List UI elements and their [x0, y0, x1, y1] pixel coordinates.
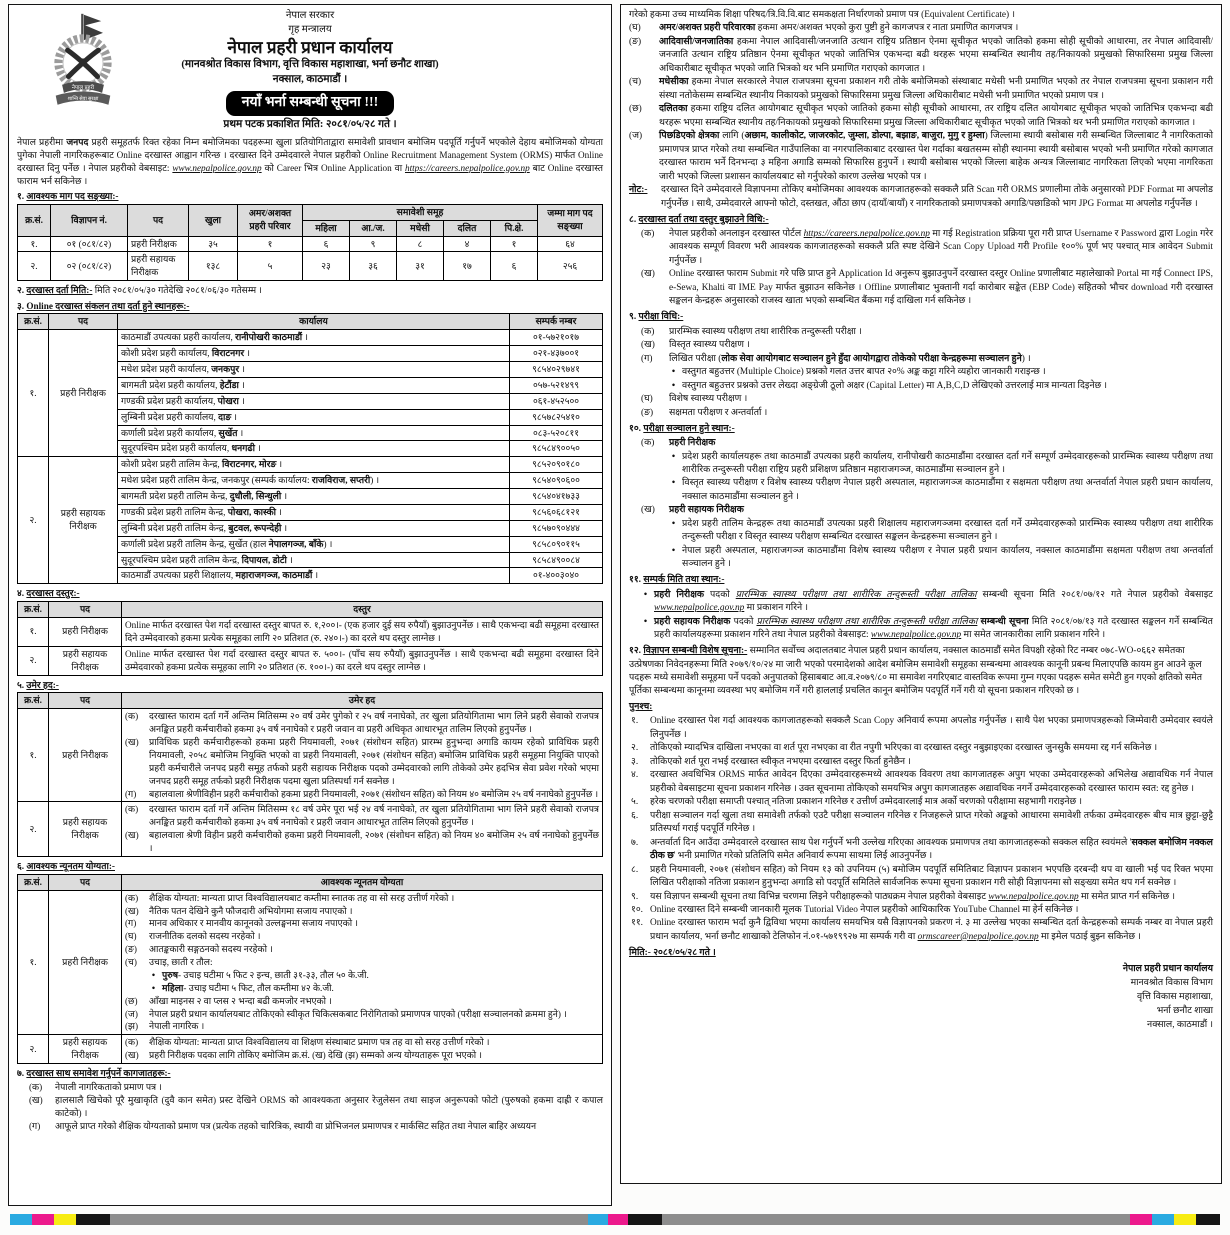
list-item: (क) शैक्षिक योग्यता: मान्यता प्राप्त विश्वविद्यालय वा शिक्षण संस्थाबाट प्रमाण पत्र तह वा सो सरह उत्तीर्ण गरेको । — [125, 1037, 490, 1048]
list-item: (घ) अमर/अशक्त प्रहरी परिवारका हकमा अमर/अशक्त भएको कुरा पुष्टी हुने कागजपत्र र नाता प्रमाणित कागजपत्र । — [629, 23, 1019, 34]
vacancy-table: क्र.सं. विज्ञापन नं. पद खुला अमर/अशक्त प्रहरी परिवार समावेशी समूह जम्मा माग पद सङ्ख्या महिला आ./ज. मधेसी दलित पि.क्षे. १. ०१ (०८१/८२) प्रहरी निरीक्षक ३५ १ ६ ९ ८ ४ १ ६४ २. ०२ (०८१/८२) प्रहरी सहायक निरीक्षक १३८ ५ २३ ३६ ३१ १७ ६ २५६ — [17, 204, 603, 281]
table-row: १. प्रहरी निरीक्षक (क) शैक्षिक योग्यता: मान्यता प्राप्त विश्वविद्यालयबाट कम्तीमा स्नातक तह वा सो सरह उत्तीर्ण गरेको । (ख) नैतिक पतन देखिने कुनै फौजदारी अभियोगमा सजाय नपाएको । (ग) मानव अधिकार र मानवीय कानूनको उल्लङ्घनमा सजाय नपाएको । (घ) राजनीतिक दलको सदस्य नरहेको । (ङ) आतङ्ककारी सङ्गठनको सदस्य नरहेको । (च) उचाइ, छाती र तौल: • पुरुष- उचाइ घटीमा ५ फिट २ इन्च, छाती ३१-३३, तौल ५० के.जी. • महिला- उचाइ घटीमा ५ फिट, तौल कम्तीमा ४२ के.जी. (छ) आँखा माइनस २ वा प्लस २ भन्दा बढी कमजोर नभएको । (ज) नेपाल प्रहरी प्रधान कार्यालयबाट तोकिएको स्वीकृत चिकित्सकबाट निरोगिताको प्रमाणपत्र पाएको (परीक्षा सञ्चालनको क्रममा हुने) । (झ) नेपाली नागरिक । — [18, 890, 603, 1035]
signature-line: नेपाल प्रहरी प्रधान कार्यालय — [1122, 963, 1213, 974]
list-item: (ख) प्राविधिक प्रहरी कर्मचारीहरूको हकमा प्रहरी नियमावली, २०७१ (संशोधन सहित) प्रारम्भ हुनुभन्दा अगाडि कायम रहेको प्राविधिक प्रहरी नियमावली, २०५८ बमोजिम नियुक्ति भएको वा प्रहरी नियमावली, २०७१ (संशोधन सहित) बमोजिम प्राविधिक प्रहरी समूहमा नियुक्ति पाएको प्रहरी कर्मचारीले जनपद प्रहरी समूह तर्फको प्रहरी सहायक निरीक्षक पदको उम्मेदवारको लागि तोकेको उमेर हदभित्र सेवा प्रवेश गरेको भएमा जनपद प्रहरी समूह तर्फको प्रहरी निरीक्षक पदमा खुला प्रतिस्पर्धा गर्न सक्नेछ । — [125, 737, 599, 786]
list-item: (ख) Online दरखास्त फाराम Submit गरे पछि प्राप्त हुने Application Id अनुरूप बुझाउनुपर्ने दरखास्त दस्तुर Online प्रणालीबाट महालेखाको Portal मा गई Connect IPS, e-Sewa, Khalti वा IME Pay मार्फत बुझाउन सकिनेछ । Offline प्रणालीबाट भुक्तानी गर्दा कारोबार सङ्केत (EBP Code) सहितको भौचर download गरी दरखास्त सङ्कलन केन्द्रहरू अनुसारको राजस्व खाता भएको सम्बन्धित बैंकमा गई दाखिला गर्न सकिनेछ । — [641, 269, 1213, 307]
list-item: (ङ) सक्षमता परीक्षण र अन्तर्वार्ता । — [641, 407, 768, 418]
note-paragraph: नोट:- दरखास्त दिने उम्मेदवारले विज्ञापनमा तोकिए बमोजिमका आवश्यक कागजातहरूको सक्कलै प्रति Scan गरी ORMS प्रणालीमा तोके अनुसारको PDF Format मा अपलोड गर्नुपर्नेछ । साथै, उम्मेदवारले आफ्नो फोटो, दस्तखत, औंठा छाप (दायाँ/बायाँ) र नागरिकताको प्रमाणपत्रको अगाडि/पछाडिको भाग JPG Format मा अपलोड गर्नुपर्नेछ । — [629, 185, 1213, 209]
table-row: लुम्बिनी प्रदेश प्रहरी कार्यालय, दाङ । ९८५७८२५४१० — [18, 409, 603, 425]
bullet-icon: • — [151, 982, 156, 993]
table-row: मधेश प्रदेश प्रहरी कार्यालय, जनकपुर । ९८५४०२९७४१ — [18, 362, 603, 378]
print-bar-black-segment — [628, 1214, 662, 1225]
section-heading: २. दरखास्त दर्ता मिति:- मिति २०८१/०५/३० गतेदेखि २०८१/०६/३० गतेसम्म । — [17, 285, 262, 296]
left-sections — [17, 190, 603, 1133]
print-bar-gray-segment — [110, 1214, 588, 1225]
intro-paragraph: नेपाल प्रहरीमा जनपद प्रहरी समूहतर्फ रिक्त रहेका निम्न बमोजिमका पदहरूमा खुला प्रतियोगिताद्वारा समावेशी प्रावधान बमोजिम पदपूर्ति गर्नुपर्ने भएकोले देहाय बमोजिमको योग्यता पुगेका नेपाली नागरिकहरूबाट Online दरखास्त आह्वान गरिन्छ । दरखास्त दिने उम्मेदवारले नेपाल प्रहरीको Online Recruitment Management System (ORMS) मार्फत Online दरखास्त दिनु पर्नेछ । नेपाल प्रहरीको वेबसाइट: www.nepalpolice.gov.np को Career भित्र Online Application वा https://careers.nepalpolice.gov.np बाट Online दरखास्त फाराम भर्न सकिनेछ । — [17, 136, 604, 186]
table-row: कर्णाली प्रदेश प्रहरी तालिम केन्द्र, सुर्खेत (हाल नेपालगञ्ज, बाँके) । ९८५८०९०११५ — [18, 536, 603, 552]
bullet-icon: • — [643, 589, 648, 600]
numbered-item: १०. Online दरखास्त दिने सम्बन्धी जानकारी मूलक Tutorial Video नेपाल प्रहरीको आधिकारिक YouTube Channel मा हेर्न सकिनेछ । — [631, 904, 1079, 915]
list-item: (ख) बहालवाला श्रेणी विहीन प्रहरी कर्मचारीको हकमा प्रहरी नियमावली, २०७१ (संशोधन सहित) को नियम ४० बमोजिम २५ वर्ष ननाघेको हुनुपर्नेछ । — [125, 830, 599, 854]
signature-line: मानवश्रोत विकास विभाग — [1130, 977, 1213, 988]
list-item: (च) उचाइ, छाती र तौल: • पुरुष- उचाइ घटीमा ५ फिट २ इन्च, छाती ३१-३३, तौल ५० के.जी. • महिला- उचाइ घटीमा ५ फिट, तौल कम्तीमा ४२ के.जी. — [125, 956, 599, 995]
table-row: १. प्रहरी निरीक्षक काठमाडौं उपत्यका प्रहरी कार्यालय, रानीपोखरी काठमाडौं । ०१-५७२१०१७ — [18, 330, 603, 346]
signature-block — [629, 963, 1213, 1033]
list-item: (ख) हालसालै खिचेको पूरै मुखाकृति (दुवै कान समेत) प्रस्ट देखिने ORMS को आवश्यकता अनुसार रेजुलेसन तथा साइज अनुरूपको फोटो (पुरुषको हकमा दाह्री र कपाल काटेको) । — [29, 1094, 603, 1118]
print-bar-gray-segment — [662, 1214, 1130, 1225]
section-heading: ३. Online दरखास्त संकलन तथा दर्ता हुने स्थानहरू:- — [17, 300, 190, 311]
section-heading: ६. आवश्यक न्यूनतम योग्यता:- — [17, 860, 115, 871]
bullet-item: • प्रदेश प्रहरी कार्यालयहरू तथा काठमाडौं उपत्यका प्रहरी कार्यालय, रानीपोखरी काठमाडौंमा दरखास्त दर्ता गर्ने सम्पूर्ण उम्मेदवारहरूको प्रारम्भिक स्वास्थ्य परीक्षण तथा शारीरिक तन्दुरूस्ती परीक्षा राष्ट्रिय प्रहरी प्रशिक्षण प्रतिष्ठान महाराजगञ्ज, काठमाडौंमा सञ्चालन हुने । — [669, 451, 1213, 478]
print-bar-magenta-segment — [1130, 1214, 1152, 1225]
list-item: (क) प्रहरी निरीक्षक • प्रदेश प्रहरी कार्यालयहरू तथा काठमाडौं उपत्यका प्रहरी कार्यालय, रानीपोखरी काठमाडौंमा दरखास्त दर्ता गर्ने सम्पूर्ण उम्मेदवारहरूको प्रारम्भिक स्वास्थ्य परीक्षण तथा शारीरिक तन्दुरूस्ती परीक्षा राष्ट्रिय प्रहरी प्रशिक्षण प्रतिष्ठान महाराजगञ्ज, काठमाडौंमा सञ्चालन हुने । • विस्तृत स्वास्थ्य परीक्षण र विशेष स्वास्थ्य परीक्षण नेपाल प्रहरी अस्पताल, महाराजगञ्ज काठमाडौंमा र सक्षमता परीक्षण तथा अन्तर्वार्ता नेपाल प्रहरी प्रधान कार्यालय, नक्साल काठमाडौंमा सञ्चालन हुने । — [641, 437, 1213, 504]
table-row: १. प्रहरी निरीक्षक (क) दरखास्त फाराम दर्ता गर्ने अन्तिम मितिसम्म २० वर्ष उमेर पुगेको र २५ वर्ष ननाघेको, तर खुला प्रतियोगितामा भाग लिने प्रहरी सेवाको राजपत्र अनङ्कित प्रहरी कर्मचारीको हकमा ३५ वर्ष ननाघेको र प्रहरी जवान वा प्रहरी अधिकृत आधारभूत तालिम लिएको हुनुपर्नेछ । (ख) प्राविधिक प्रहरी कर्मचारीहरूको हकमा प्रहरी नियमावली, २०७१ (संशोधन सहित) प्रारम्भ हुनुभन्दा अगाडि कायम रहेको प्राविधिक प्रहरी नियमावली, २०५८ बमोजिम नियुक्ति भएको वा प्रहरी नियमावली, २०७१ (संशोधन सहित) बमोजिम प्राविधिक प्रहरी समूहमा नियुक्ति पाएको प्रहरी कर्मचारीले जनपद प्रहरी समूह तर्फको प्रहरी सहायक निरीक्षक पदको उम्मेदवारको लागि तोकेको उमेर हदभित्र सेवा प्रवेश गरेको भएमा जनपद प्रहरी समूह तर्फको प्रहरी निरीक्षक पदमा खुला प्रतिस्पर्धा गर्न सक्नेछ । (ग) बहालवाला श्रेणीविहीन प्रहरी कर्मचारीको हकमा प्रहरी नियमावली, २०७१ (संशोधन सहित) को नियम ४० बमोजिम २५ वर्ष ननाघेको हुनुपर्नेछ । — [18, 709, 603, 802]
section-heading: ९. परीक्षा विधि:- — [629, 312, 684, 323]
list-item: (घ) राजनीतिक दलको सदस्य नरहेको । — [125, 931, 261, 942]
section-heading: १०. परीक्षा सञ्चालन हुने स्थान:- — [629, 423, 735, 434]
print-bar-yellow-segment — [54, 1214, 76, 1225]
table-row: गण्डकी प्रदेश प्रहरी कार्यालय, पोखरा । ०६१-४५२५०० — [18, 393, 603, 409]
list-item: (ग) लिखित परीक्षा (लोक सेवा आयोगबाट सञ्चालन हुने हुँदा आयोगद्वारा तोकेको परीक्षा केन्द्रहरूमा सञ्चालन हुने) । • वस्तुगत बहुउत्तर (Multiple Choice) प्रश्नको गलत उत्तर बापत २०% अङ्क कट्टा गरिने व्यहोरा जानकारी गराइन्छ । • वस्तुगत बहुउत्तर प्रश्नको उत्तर लेख्दा अङ्ग्रेजी ठूलो अक्षर (Capital Letter) मा A,B,C,D लेखिएको उत्तरलाई मात्र मान्यता दिइनेछ । — [641, 353, 1213, 393]
bullet-item: • प्रहरी निरीक्षक पदको प्रारम्भिक स्वास्थ्य परीक्षण तथा शारीरिक तन्दुरूस्ती परीक्षा तालिका सम्बन्धी सूचना मिति २०८१/०७/१२ गते नेपाल प्रहरीको वेबसाइट www.nepalpolice.gov.np मा प्रकाशन गरिने । — [641, 589, 1213, 616]
table-row: २. प्रहरी सहायक निरीक्षक (क) शैक्षिक योग्यता: मान्यता प्राप्त विश्वविद्यालय वा शिक्षण संस्थाबाट प्रमाण पत्र तह वा सो सरह उत्तीर्ण गरेको । (ख) प्रहरी निरीक्षक पदका लागि तोकिए बमोजिम क्र.सं. (ख) देखि (झ) सम्मको अन्य योग्यताहरू पूरा भएको । — [18, 1035, 603, 1064]
published-date-line: प्रथम पटक प्रकाशित मिति: २०८१/०५/२८ गते । — [223, 119, 397, 131]
ministry-line: गृह मन्त्रालय — [288, 24, 332, 35]
list-item: (ङ) आदिवासी/जनजातिका हकमा नेपाल आदिवासी/जनजाति उत्थान राष्ट्रिय प्रतिष्ठान ऐनमा सूचीकृत भएको जातिको हकमा सोही सूचीको आधारमा, तर नेपाल आदिवासी/जनजाति उत्थान राष्ट्रिय प्रतिष्ठान ऐनमा सूचीकृत भएको जातिभित्र एकभन्दा बढी थरहरू भएमा सम्बन्धित स्थानीय तह/निकायको प्रमुखको सिफारिसमा प्रमुख जिल्ला अधिकारीबाट सूचीकृत भएको जाति भित्रको थर भनि प्रमाणित गराएको कागजात । — [629, 36, 1213, 74]
list-item: (छ) आँखा माइनस २ वा प्लस २ भन्दा बढी कमजोर नभएको । — [125, 995, 332, 1006]
table-row: बागमती प्रदेश प्रहरी कार्यालय, हेटौंडा । ०५७-५२१४९९ — [18, 377, 603, 393]
list-item: (ङ) आतङ्ककारी सङ्गठनको सदस्य नरहेको । — [125, 944, 273, 955]
right-sections — [629, 9, 1213, 1033]
address-line: नक्साल, काठमाडौं । — [272, 73, 348, 85]
table-row: १. प्रहरी निरीक्षक Online मार्फत दरखास्त पेश गर्दा दरखास्त दस्तुर बापत रु. १,२००।- (एक हजार दुई सय रुपैयाँ) बुझाउनुपर्नेछ । साथै एकभन्दा बढी समूहमा दरखास्त दिने उम्मेदवारको हकमा प्रत्येक समूहका लागि २० प्रतिशत (रु. २४०।-) का दरले थप दस्तुर लाग्नेछ । — [18, 618, 603, 647]
fees-table: क्र.सं. पद दस्तुर १. प्रहरी निरीक्षक Online मार्फत दरखास्त पेश गर्दा दरखास्त दस्तुर बापत रु. १,२००।- (एक हजार दुई सय रुपैयाँ) बुझाउनुपर्नेछ । साथै एकभन्दा बढी समूहमा दरखास्त दिने उम्मेदवारको हकमा प्रत्येक समूहका लागि २० प्रतिशत (रु. २४०।-) का दरले थप दस्तुर लाग्नेछ । २. प्रहरी सहायक निरीक्षक Online मार्फत दरखास्त पेश गर्दा दरखास्त दस्तुर बापत रु. ५००।- (पाँच सय रुपैयाँ) बुझाउनुपर्नेछ । साथै एकभन्दा बढी समूहमा दरखास्त दिने उम्मेदवारको हकमा प्रत्येक समूहका लागि २० प्रतिशत (रु. १००।-) का दरले थप दस्तुर लाग्नेछ । — [17, 601, 603, 675]
bullet-icon: • — [671, 380, 676, 391]
print-bar-cyan-segment — [1152, 1214, 1174, 1225]
bullet-icon: • — [151, 969, 156, 980]
bullet-item: • वस्तुगत बहुउत्तर (Multiple Choice) प्रश्नको गलत उत्तर बापत २०% अङ्क कट्टा गरिने व्यहोरा जानकारी गराइन्छ । — [669, 366, 1213, 379]
bullet-item: • पुरुष- उचाइ घटीमा ५ फिट २ इन्च, छाती ३१-३३, तौल ५० के.जी. — [149, 969, 599, 982]
list-item: (ख) प्रहरी निरीक्षक पदका लागि तोकिए बमोजिम क्र.सं. (ख) देखि (झ) सम्मको अन्य योग्यताहरू पूरा भएको । — [125, 1050, 482, 1061]
bullet-item: • नेपाल प्रहरी अस्पताल, महाराजगञ्ज काठमाडौंमा विशेष स्वास्थ्य परीक्षण र नेपाल प्रहरी प्रधान कार्यालय, नक्साल काठमाडौंमा सक्षमता परीक्षण तथा अन्तर्वार्ता सञ्चालन हुने । — [669, 545, 1213, 572]
list-item: (क) दरखास्त फाराम दर्ता गर्ने अन्तिम मितिसम्म २० वर्ष उमेर पुगेको र २५ वर्ष ननाघेको, तर खुला प्रतियोगितामा भाग लिने प्रहरी सेवाको राजपत्र अनङ्कित प्रहरी कर्मचारीको हकमा ३५ वर्ष ननाघेको र प्रहरी जवान वा प्रहरी अधिकृत आधारभूत तालिम लिएको हुनुपर्नेछ । — [125, 711, 599, 735]
numbered-item: ९. यस विज्ञापन सम्बन्धी सूचना तथा विभिन्न चरणमा लिइने परीक्षाहरूको पाठ्यक्रम नेपाल प्रहरीको वेबसाइट www.nepalpolice.gov.np मा समेत प्राप्त गर्न सकिनेछ । — [631, 891, 1176, 902]
list-item: (ग) बहालवाला श्रेणीविहीन प्रहरी कर्मचारीको हकमा प्रहरी नियमावली, २०७१ (संशोधन सहित) को नियम ४० बमोजिम २५ वर्ष ननाघेको हुनुपर्नेछ । — [125, 788, 599, 799]
emblem-banner-2: शान्ति सेवा सुरक्षा — [67, 97, 99, 103]
print-bar-black-segment — [76, 1214, 110, 1225]
right-column — [620, 4, 1222, 1184]
table-row: गण्डकी प्रदेश प्रहरी तालिम केन्द्र, पोखरा, कास्की । ९८५६०६८१२१ — [18, 504, 603, 520]
print-bar-black-segment — [1196, 1214, 1220, 1225]
bullet-item: • वस्तुगत बहुउत्तर प्रश्नको उत्तर लेख्दा अङ्ग्रेजी ठूलो अक्षर (Capital Letter) मा A,B,C,D लेखिएको उत्तरलाई मात्र मान्यता दिइनेछ । — [669, 380, 1213, 393]
bullet-icon: • — [671, 518, 676, 529]
bullet-icon: • — [671, 545, 676, 556]
nepal-police-emblem — [33, 11, 133, 113]
signature-line: नक्साल, काठमाडौं । — [1147, 1019, 1213, 1030]
list-item: (झ) नेपाली नागरिक । — [125, 1021, 205, 1032]
continuation-paragraph: गरेको हकमा उच्च माध्यमिक शिक्षा परिषद/त्रि.वि.वि.बाट समकक्षता निर्धारणको प्रमाण पत्र (Equivalent Certificate) । — [629, 10, 1015, 20]
masthead — [17, 9, 603, 133]
bullet-icon: • — [671, 478, 676, 489]
table-row: मधेश प्रदेश प्रहरी तालिम केन्द्र, जनकपुर (सम्पर्क कार्यालय: राजविराज, सप्तरी) । ९८५४०९०६०० — [18, 473, 603, 489]
numbered-item: ११. Online दरखास्त फाराम भर्दा कुनै द्विविधा भएमा कार्यालय समयभित्र यसै विज्ञापनको प्रकरण नं. ३ मा उल्लेख भएका सम्बन्धित दर्ता केन्द्रहरूको सम्पर्क नम्बर वा नेपाल प्रहरी प्रधान कार्यालय, भर्ना छनौट शाखाको टेलिफोन नं.०१-५७१९९२७ मा सम्पर्क गरी वा ormscareer@nepalpolice.gov.np मा इमेल पठाई बुझ्न सकिनेछ । — [631, 918, 1213, 942]
table-row: २. प्रहरी सहायक निरीक्षक (क) दरखास्त फाराम दर्ता गर्ने अन्तिम मितिसम्म १८ वर्ष उमेर पूरा भई २४ वर्ष ननाघेको, तर खुला प्रतियोगितामा भाग लिने प्रहरी सेवाको राजपत्र अनङ्कित प्रहरी कर्मचारीको हकमा ३५ वर्ष ननाघेको र प्रहरी जवान आधारभूत तालिम लिएको हुनुपर्नेछ । (ख) बहालवाला श्रेणी विहीन प्रहरी कर्मचारीको हकमा प्रहरी नियमावली, २०७१ (संशोधन सहित) को नियम ४० बमोजिम २५ वर्ष ननाघेको हुनुपर्नेछ । — [18, 802, 603, 857]
table-row: २. ०२ (०८१/८२) प्रहरी सहायक निरीक्षक १३८ ५ २३ ३६ ३१ १७ ६ २५६ — [18, 252, 603, 281]
list-item: (क) प्रारम्भिक स्वास्थ्य परीक्षण तथा शारीरिक तन्दुरूस्ती परीक्षा । — [641, 326, 862, 337]
postscript-heading: पुनश्च: — [629, 701, 653, 712]
print-color-bar — [10, 1214, 1220, 1225]
table-row: काठमाडौं उपत्यका प्रहरी शिक्षालय, महाराजगञ्ज, काठमाडौं । ०१-४००३०४० — [18, 568, 603, 584]
table-row: कोशी प्रदेश प्रहरी कार्यालय, विराटनगर । ०२१-४३७००१ — [18, 346, 603, 362]
age-limit-table: क्र.सं. पद उमेर हद १. प्रहरी निरीक्षक (क) दरखास्त फाराम दर्ता गर्ने अन्तिम मितिसम्म २० वर्ष उमेर पुगेको र २५ वर्ष ननाघेको, तर खुला प्रतियोगितामा भाग लिने प्रहरी सेवाको राजपत्र अनङ्कित प्रहरी कर्मचारीको हकमा ३५ वर्ष ननाघेको र प्रहरी जवान वा प्रहरी अधिकृत आधारभूत तालिम लिएको हुनुपर्नेछ । (ख) प्राविधिक प्रहरी कर्मचारीहरूको हकमा प्रहरी नियमावली, २०७१ (संशोधन सहित) प्रारम्भ हुनुभन्दा अगाडि कायम रहेको प्राविधिक प्रहरी नियमावली, २०५८ बमोजिम नियुक्ति भएको वा प्रहरी नियमावली, २०७१ (संशोधन सहित) बमोजिम प्राविधिक प्रहरी समूहमा नियुक्ति पाएको प्रहरी कर्मचारीले जनपद प्रहरी समूह तर्फको प्रहरी सहायक निरीक्षक पदको उम्मेदवारको लागि तोकेको उमेर हदभित्र सेवा प्रवेश गरेको भएमा जनपद प्रहरी समूह तर्फको प्रहरी निरीक्षक पदमा खुला प्रतिस्पर्धा गर्न सक्नेछ । (ग) बहालवाला श्रेणीविहीन प्रहरी कर्मचारीको हकमा प्रहरी नियमावली, २०७१ (संशोधन सहित) को नियम ४० बमोजिम २५ वर्ष ननाघेको हुनुपर्नेछ । २. प्रहरी सहायक निरीक्षक (क) दरखास्त फाराम दर्ता गर्ने अन्तिम मितिसम्म १८ वर्ष उमेर पूरा भई २४ वर्ष ननाघेको, तर खुला प्रतियोगितामा भाग लिने प्रहरी सेवाको राजपत्र अनङ्कित प्रहरी कर्मचारीको हकमा ३५ वर्ष ननाघेको र प्रहरी जवान आधारभूत तालिम लिएको हुनुपर्नेछ । (ख) बहालवाला श्रेणी विहीन प्रहरी कर्मचारीको हकमा प्रहरी नियमावली, २०७१ (संशोधन सहित) को नियम ४० बमोजिम २५ वर्ष ननाघेको हुनुपर्नेछ । — [17, 692, 603, 857]
government-line: नेपाल सरकार — [285, 10, 335, 21]
signature-line: भर्ना छनौट शाखा — [1156, 1005, 1213, 1016]
bullet-item: • विस्तृत स्वास्थ्य परीक्षण र विशेष स्वास्थ्य परीक्षण नेपाल प्रहरी अस्पताल, महाराजगञ्ज काठमाडौंमा र सक्षमता परीक्षण तथा अन्तर्वार्ता नेपाल प्रहरी प्रधान कार्यालय, नक्साल काठमाडौंमा सञ्चालन हुने । — [669, 477, 1213, 504]
bullet-icon: • — [671, 367, 676, 378]
print-bar-magenta-segment — [32, 1214, 54, 1225]
list-item: (च) मधेसीका हकमा नेपाल सरकारले नेपाल राजपत्रमा सूचना प्रकाशन गरी तोके बमोजिमको संस्थाबाट मधेसी भनी प्रमाणित भएको तर नेपाल राजपत्रमा सूचना प्रकाशन गरी संस्था नतोकेसम्म सम्बन्धित स्थानीय निकायको प्रमुखको सिफारिसमा प्रमुख जिल्ला अधिकारीबाट मधेसी भनी प्रमाणित भएको प्रमाण पत्र । — [629, 77, 1213, 101]
list-item: (ज) नेपाल प्रहरी प्रधान कार्यालयबाट तोकिएको स्वीकृत चिकित्सकबाट निरोगिताको प्रमाणपत्र पाएको (परीक्षा सञ्चालनको क्रममा हुने) । — [125, 1008, 567, 1019]
list-item: (ख) प्रहरी सहायक निरीक्षक • प्रदेश प्रहरी तालिम केन्द्रहरू तथा काठमाडौं उपत्यका प्रहरी शिक्षालय महाराजगञ्जमा दरखास्त दर्ता गर्ने उम्मेदवारहरूको प्रारम्भिक स्वास्थ्य परीक्षण तथा शारीरिक तन्दुरूस्ती परीक्षा र विस्तृत स्वास्थ्य परीक्षण सम्बन्धित दरखास्त सङ्कलन केन्द्रहरूमा सञ्चालन हुने । • नेपाल प्रहरी अस्पताल, महाराजगञ्ज काठमाडौंमा विशेष स्वास्थ्य परीक्षण र नेपाल प्रहरी प्रधान कार्यालय, नक्साल काठमाडौंमा सक्षमता परीक्षण तथा अन्तर्वार्ता सञ्चालन हुने । — [641, 504, 1213, 571]
bullet-icon: • — [643, 616, 648, 627]
list-item: (क) शैक्षिक योग्यता: मान्यता प्राप्त विश्वविद्यालयबाट कम्तीमा स्नातक तह वा सो सरह उत्तीर्ण गरेको । — [125, 892, 455, 903]
section-heading: ५. उमेर हद:- — [17, 679, 59, 690]
numbered-item: ८. प्रहरी नियमावली, २०७१ (संशोधन सहित) को नियम १३ को उपनियम (५) बमोजिम पदपूर्ति समितिबाट विज्ञापन प्रकाशन भएपछि दरबन्दी थप वा खाली भई पद रिक्त भएमा लिखित परीक्षाको नतिजा प्रकाशन हुनुभन्दा अगाडि सो पदपूर्ति समितिले सार्वजनिक रूपमा सूचना प्रकाशन गरी सोही विज्ञापनमा सो सङ्ख्या समेत थप गर्न सक्नेछ । — [631, 864, 1213, 889]
list-item: (घ) विशेष स्वास्थ्य परीक्षण । — [641, 394, 748, 405]
locations-table: क्र.सं. पद कार्यालय सम्पर्क नम्बर १. प्रहरी निरीक्षक काठमाडौं उपत्यका प्रहरी कार्यालय, रानीपोखरी काठमाडौं । ०१-५७२१०१७ कोशी प्रदेश प्रहरी कार्यालय, विराटनगर । ०२१-४३७००१ मधेश प्रदेश प्रहरी कार्यालय, जनकपुर । ९८५४०२९७४१ बागमती प्रदेश प्रहरी कार्यालय, हेटौंडा । ०५७-५२१४९९ गण्डकी प्रदेश प्रहरी कार्यालय, पोखरा । ०६१-४५२५०० लुम्बिनी प्रदेश प्रहरी कार्यालय, दाङ । ९८५७८२५४१० कर्णाली प्रदेश प्रहरी कार्यालय, सुर्खेत । ०८३-५२०८११ सुदूरपश्चिम प्रदेश प्रहरी कार्यालय, धनगढी । ९८५८४९००५० २. प्रहरी सहायक निरीक्षक कोशी प्रदेश प्रहरी तालिम केन्द्र, विराटनगर, मोरङ । ९८५२०९०१८० मधेश प्रदेश प्रहरी तालिम केन्द्र, जनकपुर (सम्पर्क कार्यालय: राजविराज, सप्तरी) । ९८५४०९०६०० बागमती प्रदेश प्रहरी तालिम केन्द्र, दुधौली, सिन्धुली । ९८५४०४१७३३ गण्डकी प्रदेश प्रहरी तालिम केन्द्र, पोखरा, कास्की । ९८५६०६८१२१ लुम्बिनी प्रदेश प्रहरी तालिम केन्द्र, बुटवल, रूपन्देही । ९८५७०९०४४४ कर्णाली प्रदेश प्रहरी तालिम केन्द्र, सुर्खेत (हाल नेपालगञ्ज, बाँके) । ९८५८०९०११५ सुदूरपश्चिम प्रदेश प्रहरी तालिम केन्द्र, दिपायल, डोटी । ९८५८४९००८४ काठमाडौं उपत्यका प्रहरी शिक्षालय, महाराजगञ्ज, काठमाडौं । ०१-४००३०४० — [17, 313, 603, 584]
list-item: (ग) आफूले प्राप्त गरेको शैक्षिक योग्यताको प्रमाण पत्र (प्रत्येक तहको चारित्रिक, स्थायी वा प्रोभिजनल प्रमाणपत्र र मार्कसिट सहित तथा नेपाल बाहिर अध्ययन — [29, 1120, 537, 1131]
list-item: (क) नेपाली नागरिकताको प्रमाण पत्र । — [29, 1081, 162, 1092]
table-row: बागमती प्रदेश प्रहरी तालिम केन्द्र, दुधौली, सिन्धुली । ९८५४०४१७३३ — [18, 489, 603, 505]
section-heading: ४. दरखास्त दस्तुर:- — [17, 588, 80, 599]
print-bar-magenta-segment — [608, 1214, 628, 1225]
list-item: (क) दरखास्त फाराम दर्ता गर्ने अन्तिम मितिसम्म १८ वर्ष उमेर पूरा भई २४ वर्ष ननाघेको, तर खुला प्रतियोगितामा भाग लिने प्रहरी सेवाको राजपत्र अनङ्कित प्रहरी कर्मचारीको हकमा ३५ वर्ष ननाघेको र प्रहरी जवान आधारभूत तालिम लिएको हुनुपर्नेछ । — [125, 804, 599, 828]
left-column — [8, 4, 612, 1206]
bullet-item: • महिला- उचाइ घटीमा ५ फिट, तौल कम्तीमा ४२ के.जी. — [149, 982, 599, 995]
table-row: सुदूरपश्चिम प्रदेश प्रहरी तालिम केन्द्र, दिपायल, डोटी । ९८५८४९००८४ — [18, 552, 603, 568]
notice-badge: नयाँ भर्ना सम्बन्धी सूचना !!! — [226, 91, 395, 117]
table-row: २. प्रहरी सहायक निरीक्षक कोशी प्रदेश प्रहरी तालिम केन्द्र, विराटनगर, मोरङ । ९८५२०९०१८० — [18, 457, 603, 473]
notice-date: मिति:- २०८१/०५/२८ गते । — [629, 948, 716, 959]
list-item: (ग) मानव अधिकार र मानवीय कानूनको उल्लङ्घनमा सजाय नपाएको । — [125, 918, 358, 929]
department-line: (मानवश्रोत विकास विभाग, वृत्ति विकास महाशाखा, भर्ना छनौट शाखा) — [181, 59, 439, 71]
numbered-item: २. तोकिएको म्यादभित्र दाखिला नभएका वा शर्त पूरा नभएका वा रीत नपुगी भरिएका वा दरखास्त दस्तुर नबुझाइएका दरखास्त जुनसुकै समयमा रद्द गर्न सकिनेछ । — [631, 743, 1158, 754]
list-item: (छ) दलितका हकमा राष्ट्रिय दलित आयोगबाट सूचीकृत भएको जातिको हकमा सोही सूचीको आधारमा, तर राष्ट्रिय दलित आयोगबाट सूचीकृत भएको जातिभित्र एकभन्दा बढी थरहरू भएमा सम्बन्धित स्थानीय तह/निकायको प्रमुखको सिफारिसमा प्रमुख जिल्ला अधिकारीबाट सूचीकृत भएको जाति भित्रको थर भनी प्रमाणित गराएको कागजात । — [629, 104, 1213, 128]
section-heading: ७. दरखास्त साथ समावेश गर्नुपर्ने कागजातहरू:- — [17, 1068, 171, 1079]
table-row: सुदूरपश्चिम प्रदेश प्रहरी कार्यालय, धनगढी । ९८५८४९००५० — [18, 441, 603, 457]
numbered-item: ३. तोकिएको शर्त पूरा नभई दरखास्त स्वीकृत नभएमा दरखास्त दस्तुर फिर्ता हुनेछैन । — [631, 756, 911, 767]
numbered-item: ५. हरेक चरणको परीक्षा समाप्ती पश्चात् नतिजा प्रकाशन गरिनेछ र उत्तीर्ण उम्मेदवारलाई मात्र अर्को चरणको परीक्षामा सहभागी गराइनेछ । — [631, 797, 1082, 808]
section-heading: ११. सम्पर्क मिति तथा स्थान:- — [629, 575, 725, 586]
emblem-banner-1: नेपाल प्रहरी — [71, 84, 95, 91]
print-bar-cyan-segment — [588, 1214, 608, 1225]
table-row: लुम्बिनी प्रदेश प्रहरी तालिम केन्द्र, बुटवल, रूपन्देही । ९८५७०९०४४४ — [18, 520, 603, 536]
list-item: (ज) पिछडिएको क्षेत्रका लागि (अछाम, कालीकोट, जाजरकोट, जुम्ला, डोल्पा, बझाङ, बाजुरा, मुगु र हुम्ला) जिल्लामा स्थायी बसोबास गरी सम्बन्धित जिल्लाबाट नै नागरिकताको प्रमाणपत्र प्राप्त गरेको तथा सम्बन्धित गाउँपालिका वा नगरपालिकाबाट दरखास्त पेश गर्दाका बखतसम्म सोही स्थानमा स्थायी बसोबास भएको भनी प्रमाणित गरेको कागजात दरखास्त फाराम भर्ने दिनभन्दा ३ महिना अगाडि सम्मको सिफारिस हुनुपर्ने । स्थायी बसोबास भएको जिल्ला बाहेक अन्यत्र जिल्लाबाट नागरिकता लिएको भएमा नागरिकता जारी भएको जिल्ला प्रशासन कार्यालयबाट सो गर्नुपरेको कारण उल्लेख भएको पत्र । — [629, 131, 1213, 182]
section-heading: १. आवश्यक माग पद सङ्ख्या:- — [17, 190, 119, 201]
signature-line: वृत्ति विकास महाशाखा, — [1136, 991, 1213, 1002]
office-title: नेपाल प्रहरी प्रधान कार्यालय — [227, 38, 393, 57]
numbered-item: ४. दरखास्त अवधिभित्र ORMS मार्फत आवेदन दिएका उम्मेदवारहरूमध्ये आवश्यक विवरण तथा कागजातहरू अपुग भएका उम्मेदवारहरूको अभिलेख अद्यावधिक गर्न नेपाल प्रहरीको वेबसाइटमा सूचना प्रकाशन गरिनेछ । उक्त सूचनामा तोकिएको समयभित्र अपुग कागजातहरू अद्यावधिक नगर्ने उम्मेदवारहरूको दरखास्त फाराम स्वत: रद्द हुनेछ । — [631, 770, 1213, 794]
list-item: (ख) नैतिक पतन देखिने कुनै फौजदारी अभियोगमा सजाय नपाएको । — [125, 905, 353, 916]
section-heading: ८. दरखास्त दर्ता तथा दस्तुर बुझाउने विधि:- — [629, 214, 769, 225]
bullet-icon: • — [671, 451, 676, 462]
bullet-item: • प्रदेश प्रहरी तालिम केन्द्रहरू तथा काठमाडौं उपत्यका प्रहरी शिक्षालय महाराजगञ्जमा दरखास्त दर्ता गर्ने उम्मेदवारहरूको प्रारम्भिक स्वास्थ्य परीक्षण तथा शारीरिक तन्दुरूस्ती परीक्षा र विस्तृत स्वास्थ्य परीक्षण सम्बन्धित दरखास्त सङ्कलन केन्द्रहरूमा सञ्चालन हुने । — [669, 518, 1213, 545]
list-item: (ख) विस्तृत स्वास्थ्य परीक्षण । — [641, 340, 750, 351]
table-row: १. ०१ (०८१/८२) प्रहरी निरीक्षक ३५ १ ६ ९ ८ ४ १ ६४ — [18, 236, 603, 252]
qualifications-table: क्र.सं. पद आवश्यक न्यूनतम योग्यता १. प्रहरी निरीक्षक (क) शैक्षिक योग्यता: मान्यता प्राप्त विश्वविद्यालयबाट कम्तीमा स्नातक तह वा सो सरह उत्तीर्ण गरेको । (ख) नैतिक पतन देखिने कुनै फौजदारी अभियोगमा सजाय नपाएको । (ग) मानव अधिकार र मानवीय कानूनको उल्लङ्घनमा सजाय नपाएको । (घ) राजनीतिक दलको सदस्य नरहेको । (ङ) आतङ्ककारी सङ्गठनको सदस्य नरहेको । (च) उचाइ, छाती र तौल: • पुरुष- उचाइ घटीमा ५ फिट २ इन्च, छाती ३१-३३, तौल ५० के.जी. • महिला- उचाइ घटीमा ५ फिट, तौल कम्तीमा ४२ के.जी. (छ) आँखा माइनस २ वा प्लस २ भन्दा बढी कमजोर नभएको । (ज) नेपाल प्रहरी प्रधान कार्यालयबाट तोकिएको स्वीकृत चिकित्सकबाट निरोगिताको प्रमाणपत्र पाएको (परीक्षा सञ्चालनको क्रममा हुने) । (झ) नेपाली नागरिक । २. प्रहरी सहायक निरीक्षक (क) शैक्षिक योग्यता: मान्यता प्राप्त विश्वविद्यालय वा शिक्षण संस्थाबाट प्रमाण पत्र तह वा सो सरह उत्तीर्ण गरेको । (ख) प्रहरी निरीक्षक पदका लागि तोकिए बमोजिम क्र.सं. (ख) देखि (झ) सम्मको अन्य योग्यताहरू पूरा भएको । — [17, 874, 603, 1064]
numbered-item: १. Online दरखास्त पेश गर्दा आवश्यक कागजातहरूको सक्कलै Scan Copy अनिवार्य रूपमा अपलोड गर्नुपर्नेछ । साथै पेश भएका प्रमाणपत्रहरूको जिम्मेवारी उम्मेदवार स्वयंले लिनुपर्नेछ । — [631, 716, 1213, 740]
table-row: कर्णाली प्रदेश प्रहरी कार्यालय, सुर्खेत । ०८३-५२०८११ — [18, 425, 603, 441]
numbered-item: ६. परीक्षा सञ्चालन गर्दा खुला तथा समावेशी तर्फको एउटै परीक्षा सञ्चालन गरिनेछ र निजहरूले प्राप्त गरेको अङ्कको आधारमा समावेशी तर्फका उम्मेदवारहरू बीच मात्र छुट्टा-छुट्टै प्रतिस्पर्धा गराई पदपूर्ति गरिनेछ । — [631, 810, 1213, 835]
bullet-item: • प्रहरी सहायक निरीक्षक पदको प्रारम्भिक स्वास्थ्य परीक्षण तथा शारीरिक तन्दुरूस्ती परीक्षा तालिका सम्बन्धी सूचना मिति २०८१/०७/१३ गते दरखास्त सङ्कलन गर्ने सम्बन्धित प्रहरी कार्यालयहरूमा प्रकाशन गरिने तथा नेपाल प्रहरीको वेबसाइट: www.nepalpolice.gov.np मा समेत जानकारीका लागि प्रकाशन गरिने । — [641, 616, 1213, 643]
numbered-item: ७. अन्तर्वार्ता दिन आउँदा उम्मेदवारले दरखास्त साथ पेश गर्नुपर्ने भनी उल्लेख गरिएका आवश्यक प्रमाणपत्र तथा कागजातहरूको सक्कल सहित स्वयंमले 'सक्कल बमोजिम नक्कल ठीक छ' भनी प्रमाणित गरेको प्रतिलिपि समेत अनिवार्य रूपमा साथमा लिई आउनुपर्नेछ । — [631, 837, 1213, 862]
section-heading: १२. विज्ञापन सम्बन्धी विशेष सूचना:- सम्मानित सर्वोच्च अदालतबाट नेपाल प्रहरी प्रधान कार्यालय, नक्साल काठमाडौं समेत विपक्षी रहेको रिट नम्बर ०७८-WO-०६६२ समेतका उत्प्रेषणका निवेदनहरूमा मिति २०७९/१०/२४ मा जारी भएको परमादेशको आदेश बमोजिम समावेशी समूहका सम्बन्धमा आवश्यक कानूनी प्रबन्ध मिलाएपछि कायम हुन आउने कूल पदहरू मध्ये समावेशी समूहमा पर्ने पदको अनुपातको हिसाबबाट आ.व.२०७९/८० मा समावेश नगरिएबाट वास्तविक रूपमा गुम्न गएका पदहरू समेत समेटी हुन गएको क्षतिको समेत पूर्तिका सम्बन्धमा कानूनमा व्यवस्था भए बमोजिम गर्ने गरी हाललाई प्रचलित कानून बमोजिम पदपूर्ति गर्ने गरी यो सूचना प्रकाशन गरिएको छ । — [629, 646, 1203, 697]
print-bar-cyan-segment — [10, 1214, 32, 1225]
list-item: (क) नेपाल प्रहरीको अनलाइन दरखास्त पोर्टल https://careers.nepalpolice.gov.np मा गई Registration प्रक्रिया पूरा गरी प्राप्त Username र Password द्वारा Login गरेर आवश्यक सम्पूर्ण विवरण भरी आवश्यक कागजातहरूको सक्कलै प्रति स्पष्ट देखिने Scan Copy Upload गरी Profile १००% पूर्ण भए पश्चात् मात्र आवेदन Submit गर्नुपर्नेछ । — [641, 229, 1213, 266]
table-row: २. प्रहरी सहायक निरीक्षक Online मार्फत दरखास्त पेश गर्दा दरखास्त दस्तुर बापत रु. ५००।- (पाँच सय रुपैयाँ) बुझाउनुपर्नेछ । साथै एकभन्दा बढी समूहमा दरखास्त दिने उम्मेदवारको हकमा प्रत्येक समूहका लागि २० प्रतिशत (रु. १००।-) का दरले थप दस्तुर लाग्नेछ । — [18, 646, 603, 675]
print-bar-yellow-segment — [1174, 1214, 1196, 1225]
